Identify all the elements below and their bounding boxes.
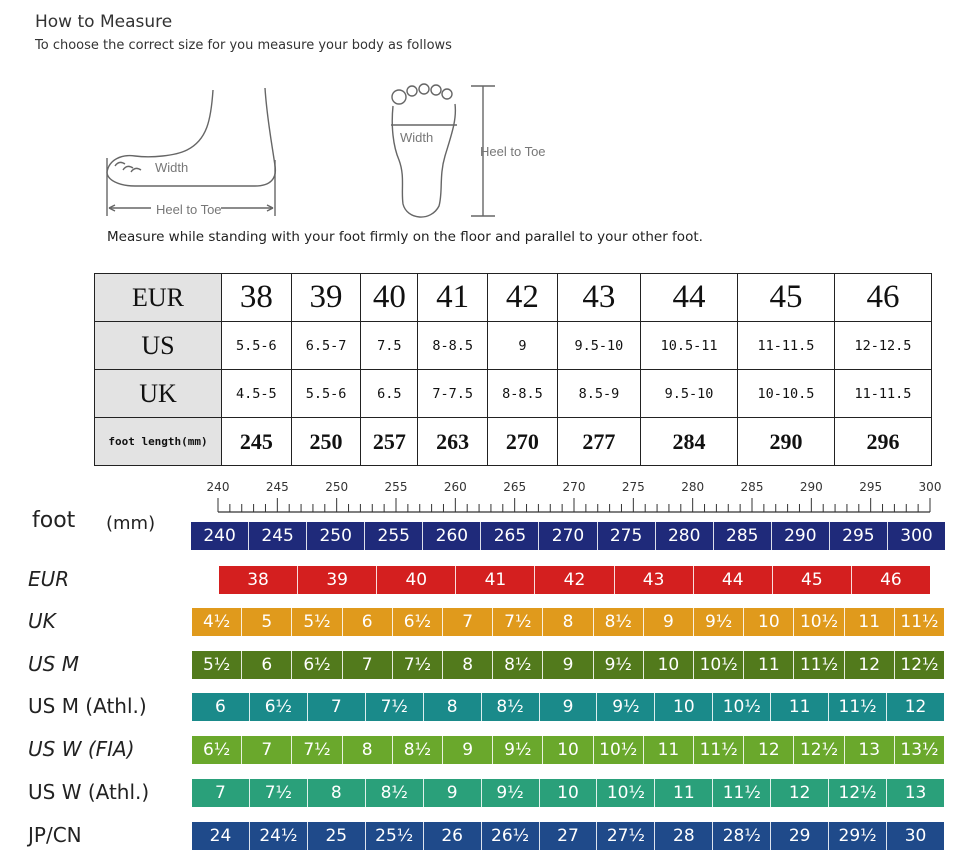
size-cell: 295 [830,522,888,550]
size-cell: 27 [540,822,598,850]
size-cell: 270 [539,522,597,550]
size-band-row [219,566,930,594]
size-cell: 245 [249,522,307,550]
size-cell: 24 [192,822,250,850]
size-cell: 11½ [694,736,744,764]
size-cell: 11½ [900,612,939,632]
chart-row-label: US M [28,652,79,676]
size-cell: 27½ [597,822,655,850]
ruler-tick-label: 240 [206,480,230,494]
size-cell: 38 [219,566,298,594]
measure-note: Measure while standing with your foot firmly on the floor and parallel to your other foot. [107,229,703,245]
size-cell: 8½ [482,693,540,721]
size-cell: 7½ [366,693,424,721]
size-table-cell: 245 [222,418,292,466]
chart-row-label: UK [28,609,56,633]
size-cell: 6½ [192,736,242,764]
size-cell: 12 [744,736,794,764]
size-table-cell: 7.5 [361,322,418,370]
size-table-row [95,274,932,322]
chart-row-label: US M (Athl.) [28,694,147,718]
size-cell: 25½ [366,822,424,850]
size-cell: 12½ [900,655,939,675]
size-cell: 11½ [829,693,887,721]
size-table-cell: 10.5-11 [641,322,738,370]
size-cell: 11½ [713,779,771,807]
size-cell: 275 [598,522,656,550]
size-cell: 9½ [597,693,655,721]
size-cell: 9 [424,779,482,807]
size-cell: 43 [615,566,694,594]
size-table-row-label: foot length(mm) [95,418,222,466]
mm-ruler [190,476,950,522]
size-cell: 10 [655,693,713,721]
size-cell: 7 [242,736,292,764]
size-table-row-label: EUR [95,274,222,322]
foot-side-view-icon [107,88,275,216]
size-cell: 260 [423,522,481,550]
size-table-row [95,418,932,466]
size-table-cell: 42 [488,274,558,322]
size-table-cell: 6.5 [361,370,418,418]
size-cell: 11 [771,693,829,721]
size-cell: 45 [773,566,852,594]
size-cell: 11 [845,608,895,636]
size-cell: 12 [771,779,829,807]
size-cell: 13 [845,736,895,764]
size-table-cell: 44 [641,274,738,322]
size-table-row-label: US [95,322,222,370]
size-table-cell: 40 [361,274,418,322]
ruler-tick-label: 250 [325,480,349,494]
size-cell: 11 [744,651,794,679]
size-cell: 290 [772,522,830,550]
size-cell: 10 [744,608,794,636]
mm-size-band [191,522,945,550]
size-table-cell: 270 [488,418,558,466]
size-cell: 10½ [713,693,771,721]
size-cell: 5½ [292,608,342,636]
size-cell: 10½ [794,608,844,636]
side-width-label: Width [155,160,189,175]
size-cell: 10½ [694,651,744,679]
size-cell: 12½ [794,736,844,764]
sole-length-label: Heel to Toe [480,144,546,159]
size-cell: 7½ [493,608,543,636]
size-cell: 8 [308,779,366,807]
ruler-tick-label: 285 [740,480,764,494]
size-cell: 8 [343,736,393,764]
ruler-tick-label: 280 [681,480,705,494]
ruler-tick-label: 270 [562,480,586,494]
size-cell: 13 [904,783,927,803]
size-cell: 9½ [594,651,644,679]
size-table-cell: 4.5-5 [222,370,292,418]
size-cell: 9 [443,736,493,764]
size-cell: 39 [298,566,377,594]
page-title: How to Measure [35,12,173,32]
size-table-cell: 290 [738,418,835,466]
size-cell: 41 [456,566,535,594]
size-table-cell: 9.5-10 [641,370,738,418]
ruler-tick-label: 295 [859,480,883,494]
size-table-cell: 8-8.5 [488,370,558,418]
size-table-cell: 257 [361,418,418,466]
size-table-cell: 8-8.5 [418,322,488,370]
size-cell: 11 [655,779,713,807]
size-cell: 10 [644,651,694,679]
size-table-cell: 46 [834,274,931,322]
size-band-row [192,693,944,721]
size-cell: 8½ [366,779,424,807]
size-cell: 6 [242,651,292,679]
size-table-cell: 10-10.5 [738,370,835,418]
ruler-tick-label: 245 [265,480,289,494]
size-cell: 26 [424,822,482,850]
size-table-row [95,370,932,418]
size-cell: 29 [771,822,829,850]
size-table-cell: 6.5-7 [291,322,361,370]
chart-row-label: JP/CN [28,823,82,847]
size-cell: 7 [343,651,393,679]
size-cell: 25 [308,822,366,850]
size-cell: 42 [535,566,614,594]
size-band-row [192,779,944,807]
size-cell: 8½ [594,608,644,636]
size-cell: 6½ [393,608,443,636]
size-cell: 7 [308,693,366,721]
ruler-tick-label: 255 [384,480,408,494]
size-table [94,273,932,466]
size-table-cell: 277 [557,418,640,466]
size-table-cell: 263 [418,418,488,466]
size-table-cell: 284 [641,418,738,466]
size-cell: 44 [694,566,773,594]
size-cell: 30 [904,826,927,846]
size-cell: 265 [481,522,539,550]
ruler-tick-label: 275 [621,480,645,494]
size-cell: 7 [192,779,250,807]
size-table-cell: 11-11.5 [834,370,931,418]
size-cell: 5½ [192,651,242,679]
size-cell: 240 [191,522,249,550]
size-table-cell: 9 [488,322,558,370]
size-cell: 280 [656,522,714,550]
size-cell: 6½ [250,693,308,721]
size-cell: 285 [714,522,772,550]
size-cell: 11½ [794,651,844,679]
size-cell: 6½ [292,651,342,679]
size-cell: 12½ [829,779,887,807]
size-table-cell: 11-11.5 [738,322,835,370]
size-cell: 7½ [393,651,443,679]
size-table-row [95,322,932,370]
size-cell: 255 [365,522,423,550]
page-subtitle: To choose the correct size for you measure your body as follows [35,38,452,53]
size-table-cell: 43 [557,274,640,322]
size-cell: 24½ [250,822,308,850]
ruler-tick-label: 300 [918,480,942,494]
size-cell: 7½ [292,736,342,764]
size-cell: 9 [540,693,598,721]
size-cell: 40 [377,566,456,594]
size-cell: 4½ [192,608,242,636]
size-cell: 9 [543,651,593,679]
size-band-row [192,608,944,636]
size-cell: 8 [543,608,593,636]
size-cell: 9½ [694,608,744,636]
size-cell: 12 [845,651,895,679]
size-cell: 7 [443,608,493,636]
sole-width-label: Width [400,130,434,145]
size-cell: 300 [900,526,933,546]
size-cell: 9½ [482,779,540,807]
size-cell: 250 [307,522,365,550]
foot-row-unit: (mm) [106,513,156,534]
size-cell: 13½ [900,740,939,760]
size-table-cell: 5.5-6 [222,322,292,370]
side-length-label: Heel to Toe [156,202,222,217]
size-cell: 6 [343,608,393,636]
size-table-cell: 7-7.5 [418,370,488,418]
size-table-cell: 9.5-10 [557,322,640,370]
size-cell: 9 [644,608,694,636]
size-table-cell: 250 [291,418,361,466]
size-cell: 28½ [713,822,771,850]
size-table-cell: 45 [738,274,835,322]
foot-row-label: foot [32,508,76,533]
size-table-row-label: UK [95,370,222,418]
size-table-cell: 8.5-9 [557,370,640,418]
chart-row-label: US W (Athl.) [28,780,150,804]
size-cell: 28 [655,822,713,850]
chart-row-label: EUR [28,567,70,591]
size-band-row [192,651,944,679]
size-cell: 10 [543,736,593,764]
foot-measurement-illustration [95,80,595,230]
size-band-row [192,736,944,764]
chart-row-label: US W (FIA) [28,737,135,761]
size-cell: 5 [242,608,292,636]
size-band-row [192,822,944,850]
size-cell: 12 [904,697,927,717]
size-cell: 10½ [594,736,644,764]
size-cell: 26½ [482,822,540,850]
size-cell: 29½ [829,822,887,850]
size-cell: 10½ [597,779,655,807]
size-cell: 8½ [493,651,543,679]
size-cell: 7½ [250,779,308,807]
size-table-cell: 39 [291,274,361,322]
size-cell: 6 [192,693,250,721]
size-cell: 11 [644,736,694,764]
size-table-cell: 41 [418,274,488,322]
size-cell: 8 [424,693,482,721]
size-table-cell: 5.5-6 [291,370,361,418]
size-table-cell: 12-12.5 [834,322,931,370]
size-cell: 9½ [493,736,543,764]
size-cell: 10 [540,779,598,807]
ruler-tick-label: 260 [443,480,467,494]
size-cell: 8½ [393,736,443,764]
size-cell: 8 [443,651,493,679]
ruler-tick-label: 290 [799,480,823,494]
size-cell: 46 [880,570,902,590]
size-table-cell: 38 [222,274,292,322]
ruler-tick-label: 265 [503,480,527,494]
size-table-cell: 296 [834,418,931,466]
